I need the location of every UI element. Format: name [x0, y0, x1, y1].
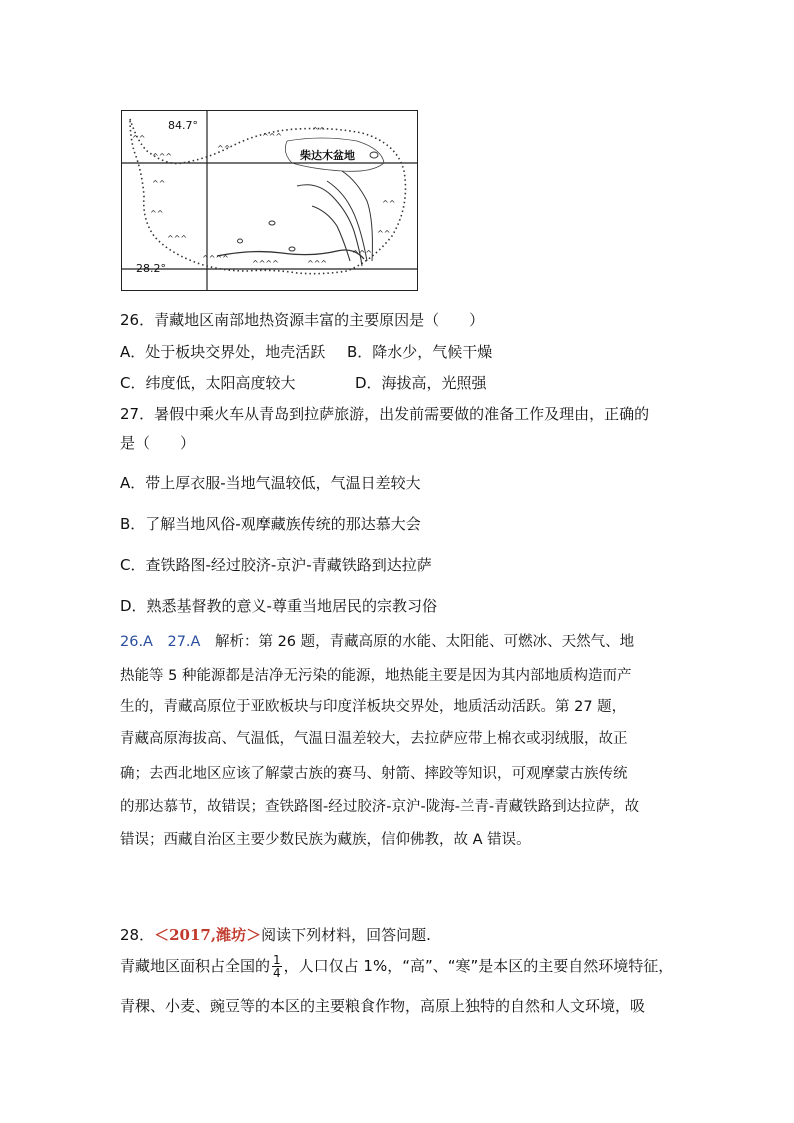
- analysis-line-5: 确；去西北地区应该了解蒙古族的赛马、射箭、摔跤等知识，可观摩蒙古族传统: [120, 766, 628, 782]
- q28-intro: 阅读下列材料，回答问题.: [261, 926, 431, 944]
- q27-option-c: C．查铁路图-经过胶济-京沪-青藏铁路到达拉萨: [120, 556, 432, 574]
- latitude-top-label: 84.7°: [168, 119, 198, 132]
- analysis-line-7: 错误；西藏自治区主要少数民族为藏族，信仰佛教，故 A 错误。: [120, 832, 531, 848]
- svg-text:^^: ^^: [312, 126, 326, 135]
- lake-2: [269, 221, 275, 225]
- map-drawing: [122, 111, 418, 291]
- lake-1: [370, 152, 378, 158]
- basin-label: 柴达木盆地: [300, 149, 355, 162]
- q28-paragraph-line-2: 青稞、小麦、豌豆等的本区的主要粮食作物，高原上独特的自然和人文环境，吸: [120, 997, 646, 1015]
- answer-key: 26.A 27.A: [120, 634, 201, 650]
- fraction-denominator: 4: [273, 966, 281, 980]
- q26-option-c: C．纬度低，太阳高度较大: [120, 374, 296, 392]
- q26-stem: 26．青藏地区南部地热资源丰富的主要原因是（ ）: [120, 311, 485, 329]
- analysis-line-2: 热能等 5 种能源都是洁净无污染的能源，地热能主要是因为其内部地质构造而产: [120, 668, 632, 684]
- svg-text:^^^: ^^^: [307, 259, 328, 268]
- svg-text:^^^^: ^^^^: [252, 259, 279, 268]
- q26-option-d: D．海拔高，光照强: [355, 374, 487, 392]
- svg-text:^^^: ^^^: [352, 249, 373, 258]
- analysis-line-1: [120, 631, 634, 653]
- q27-option-b: B．了解当地风俗-观摩藏族传统的那达慕大会: [120, 515, 421, 533]
- svg-text:^^: ^^: [217, 144, 231, 153]
- q28-source: ＜2017,潍坊＞: [154, 926, 262, 944]
- tibet-map-figure: [121, 110, 418, 291]
- lake-4: [238, 239, 243, 243]
- svg-text:^^^: ^^^: [152, 152, 173, 161]
- q28-header: [120, 924, 431, 945]
- svg-text:^^: ^^: [152, 179, 166, 188]
- latitude-bottom-label: 28.2°: [136, 262, 166, 275]
- q27-option-a: A．带上厚衣服-当地气温较低，气温日差较大: [120, 474, 421, 492]
- q26-option-b: B．降水少，气候干燥: [347, 343, 493, 361]
- q27-stem-line2: 是（ ）: [120, 434, 196, 452]
- fraction-numerator: 1: [273, 953, 281, 967]
- q28-text-after-fraction: ，人口仅占 1%，“高”、“寒”是本区的主要自然环境特征，: [283, 957, 674, 975]
- q27-option-d: D．熟悉基督教的意义-尊重当地居民的宗教习俗: [120, 597, 437, 615]
- svg-text:^^^^: ^^^^: [202, 254, 229, 263]
- analysis-line-4: 青藏高原海拔高、气温低，气温日温差较大，去拉萨应带上棉衣或羽绒服，故正: [120, 731, 628, 747]
- svg-text:^^^: ^^^: [167, 234, 188, 243]
- q27-stem-line1: 27．暑假中乘火车从青岛到拉萨旅游，出发前需要做的准备工作及理由，正确的: [120, 405, 650, 423]
- q28-text-before-fraction: 青藏地区面积占全国的: [120, 957, 271, 975]
- svg-text:^^: ^^: [132, 134, 146, 143]
- svg-text:^^: ^^: [377, 229, 391, 238]
- analysis-line-1-text: 解析：第 26 题，青藏高原的水能、太阳能、可燃冰、天然气、地: [200, 634, 635, 650]
- lake-3: [289, 247, 295, 251]
- river-4: [342, 171, 372, 261]
- analysis-line-3: 生的，青藏高原位于亚欧板块与印度洋板块交界处，地质活动活跃。第 27 题，: [120, 699, 627, 715]
- q28-number: 28．: [120, 926, 155, 944]
- q28-paragraph-line-1: [120, 954, 673, 979]
- analysis-line-6: 的那达慕节，故错误；查铁路图-经过胶济-京沪-陇海-兰青-青藏铁路到达拉萨，故: [120, 799, 640, 815]
- q26-option-a: A．处于板块交界处，地壳活跃: [120, 343, 326, 361]
- svg-text:^^^: ^^^: [262, 132, 283, 141]
- svg-text:^^: ^^: [382, 199, 396, 208]
- mountain-symbols: [132, 126, 395, 268]
- fraction-one-quarter: [272, 954, 282, 979]
- svg-text:^^: ^^: [150, 209, 164, 218]
